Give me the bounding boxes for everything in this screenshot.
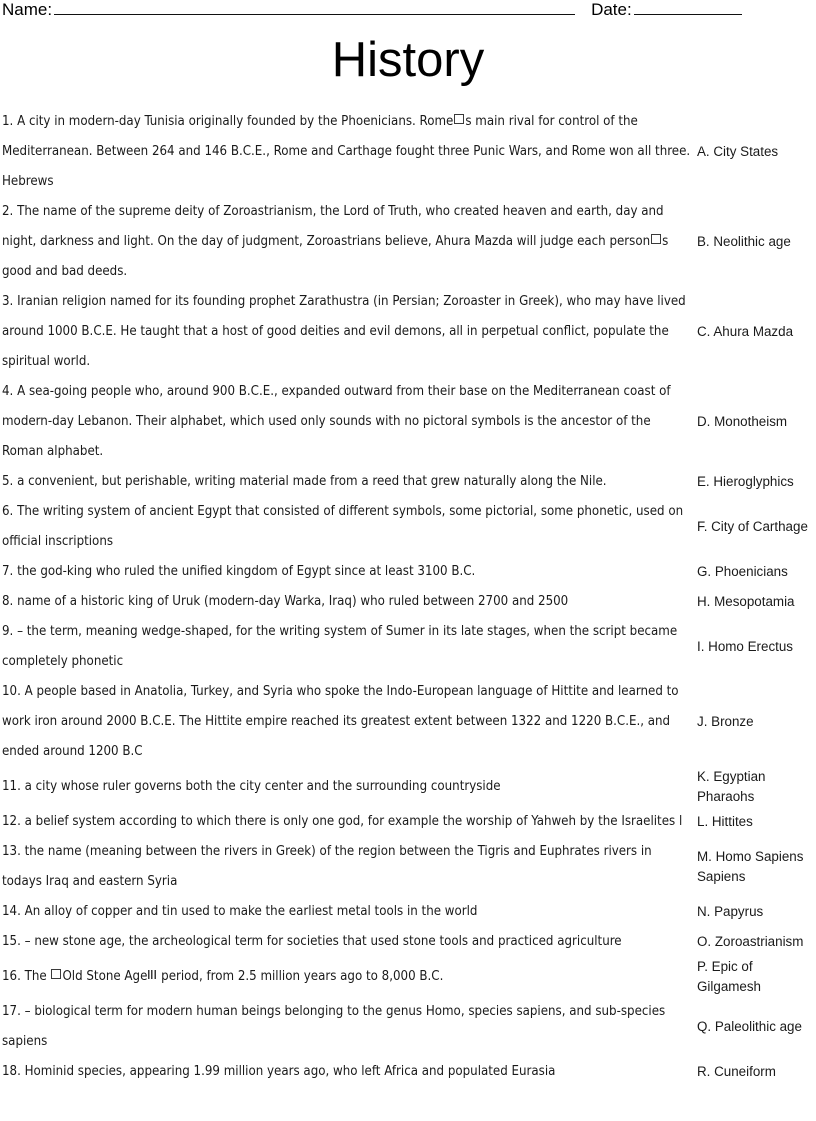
matching-row [0,837,816,897]
answer-choice[interactable]: J. Bronze [697,714,754,729]
matching-row [0,467,816,497]
question-text: 2. The name of the supreme deity of Zoroastrianism, the Lord of Truth, who created heaven and earth, day and night, darkness and light. On the day of judgment, Zoroastrians believe, Ahura Mazda will judge each person s good and bad deeds. [2,204,669,279]
matching-row [0,997,816,1057]
answer-choice[interactable]: L. Hittites [697,814,753,829]
date-answer-line[interactable] [634,2,742,15]
question-text: 14. An alloy of copper and tin used to make the earliest metal tools in the world [2,904,478,919]
question-text: 6. The writing system of ancient Egypt that consisted of different symbols, some pictorial, some phonetic, used on official inscriptions [2,504,684,549]
matching-row [0,767,816,807]
missing-glyph-open-quote-icon [51,969,61,979]
answer-choice[interactable]: H. Mesopotamia [697,594,795,609]
missing-glyph-box-icon [651,234,661,244]
answer-choice[interactable]: I. Homo Erectus [697,639,793,654]
name-answer-line[interactable] [54,2,575,15]
matching-row [0,377,816,467]
answer-choice[interactable]: D. Monotheism [697,414,788,429]
answer-choice[interactable]: M. Homo Sapiens Sapiens [697,849,804,884]
question-text: 10. A people based in Anatolia, Turkey, and Syria who spoke the Indo-European language of Hittite and learned to work iron around 2000 B.C.E. The Hittite empire reached its greatest extent between 1322 and 1220 B.C.E., and ended around 1200 B.C [2,684,679,759]
answer-choice[interactable]: E. Hieroglyphics [697,474,794,489]
question-text: 18. Hominid species, appearing 1.99 million years ago, who left Africa and populated Eurasia [2,1064,556,1079]
date-label: Date: [591,0,632,19]
matching-row [0,557,816,587]
matching-row [0,957,816,997]
question-text: 1. A city in modern-day Tunisia originally founded by the Phoenicians. Rome s main rival for control of the Mediterranean. Between 264 and 146 B.C.E., Rome and Carthage fought three Punic Wars, and Rome won all three. Hebrews [2,114,691,189]
missing-glyph-close-quote-icon [148,970,156,979]
question-text: 11. a city whose ruler governs both the city center and the surrounding countryside [2,779,501,794]
answer-choice[interactable]: C. Ahura Mazda [697,324,794,339]
matching-worksheet [0,107,816,1087]
matching-row [0,617,816,677]
matching-row [0,807,816,837]
question-text: 8. name of a historic king of Uruk (modern-day Warka, Iraq) who ruled between 2700 and 2500 [2,594,569,609]
matching-row [0,287,816,377]
matching-row [0,1057,816,1087]
matching-row [0,197,816,287]
answer-choice[interactable]: A. City States [697,144,779,159]
answer-choice[interactable]: K. Egyptian Pharaohs [697,769,766,804]
question-text: 16. The Old Stone Age period, from 2.5 million years ago to 8,000 B.C. [2,969,444,984]
worksheet-header [0,0,816,26]
answer-choice[interactable]: F. City of Carthage [697,519,808,534]
matching-row [0,587,816,617]
answer-choice[interactable]: B. Neolithic age [697,234,791,249]
answer-choice[interactable]: P. Epic of Gilgamesh [697,959,762,994]
answer-choice[interactable]: O. Zoroastrianism [697,934,804,949]
question-text: 7. the god-king who ruled the unified kingdom of Egypt since at least 3100 B.C. [2,564,476,579]
name-label: Name: [2,0,53,19]
question-text: 5. a convenient, but perishable, writing material made from a reed that grew naturally along the Nile. [2,474,607,489]
question-text: 9. – the term, meaning wedge-shaped, for the writing system of Sumer in its late stages, when the script became completely phonetic [2,624,678,669]
matching-row [0,107,816,197]
matching-row [0,497,816,557]
page-title: History [331,33,485,87]
answer-choice[interactable]: G. Phoenicians [697,564,788,579]
matching-row [0,927,816,957]
question-text: 4. A sea-going people who, around 900 B.C.E., expanded outward from their base on the Mediterranean coast of modern-day Lebanon. Their alphabet, which used only sounds with no pictoral symbols is the ancestor of the Roman alphabet. [2,384,671,459]
question-text: 15. – new stone age, the archeological term for societies that used stone tools and practiced agriculture [2,934,622,949]
question-text: 13. the name (meaning between the rivers in Greek) of the region between the Tigris and Euphrates rivers in todays Iraq and eastern Syria [2,844,652,889]
answer-choice[interactable]: Q. Paleolithic age [697,1019,802,1034]
answer-choice[interactable]: N. Papyrus [697,904,764,919]
question-text: 12. a belief system according to which there is only one god, for example the worship of Yahweh by the Israelites l [2,814,683,829]
matching-row [0,677,816,767]
question-text: 17. – biological term for modern human beings belonging to the genus Homo, species sapiens, and sub-species sapiens [2,1004,666,1049]
question-text: 3. Iranian religion named for its founding prophet Zarathustra (in Persian; Zoroaster in Greek), who may have lived around 1000 B.C.E. He taught that a host of good deities and evil demons, all in perpetual conflict, populate the spiritual world. [2,294,686,369]
answer-choice[interactable]: R. Cuneiform [697,1064,776,1079]
matching-row [0,897,816,927]
missing-glyph-box-icon [454,114,464,124]
